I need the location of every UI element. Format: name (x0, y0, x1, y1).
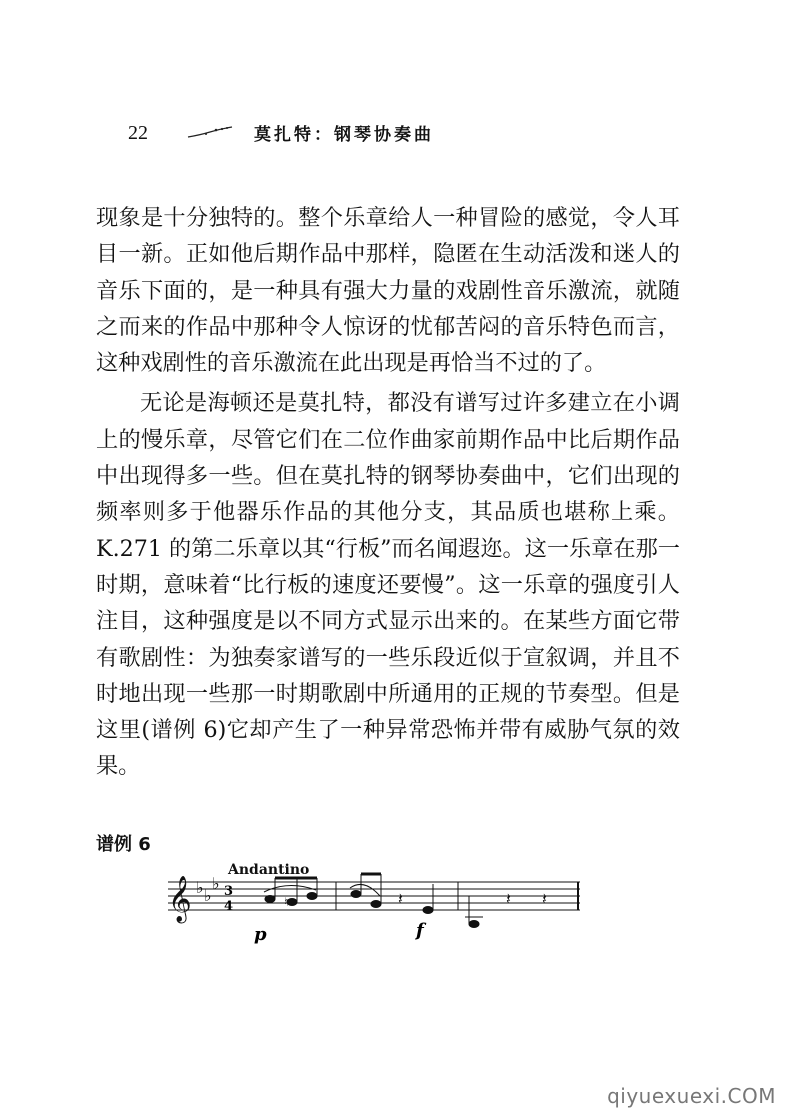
notes-measure-1 (264, 878, 317, 909)
dynamic-forte: f (416, 920, 424, 941)
ornament-icon (186, 126, 236, 140)
time-signature-bottom: 4 (224, 899, 234, 914)
treble-clef-icon: 𝄞 (168, 876, 192, 922)
running-title: 莫扎特：钢琴协奏曲 (254, 125, 434, 145)
example-label: 谱例 6 (96, 834, 151, 855)
paragraph-1: 现象是十分独特的。整个乐章给人一种冒险的感觉，令人耳目一新。正如他后期作品中那样，隐匿在生动活泼和迷人的音乐下面的，是一种具有强大力量的戏剧性音乐激流，就随之而来的作品中那种令人惊讶的忧郁苦闷的音乐特色而言，这种戏剧性的音乐激流在此出现是再恰当不过的了。 (96, 205, 680, 377)
tempo-marking: Andantino (228, 862, 310, 878)
music-staff (160, 866, 590, 946)
key-signature-flats-icon (196, 874, 220, 905)
dynamic-piano: p (254, 924, 267, 945)
svg-text:♭: ♭ (196, 878, 204, 897)
paragraph-2: 无论是海顿还是莫扎特，都没有谱写过许多建立在小调上的慢乐章，尽管它们在二位作曲家前期作品中比后期作品中出现得多一些。但在莫扎特的钢琴协奏曲中，它们出现的频率则多于他器乐作品的其他分支，其品质也堪称上乘。K.271 的第二乐章以其“行板”而名闻遐迩。这一乐章在那一时期，意味着“比行板的速度还要慢”。这一乐章的强度引人注目，这种强度是以不同方式显示出来的。在某些方面它带有歌剧性：为独奏家谱写的一些乐段近似于宣叙调，并且不时地出现一些那一时期歌剧中所通用的正规的节奏型。但是这里(谱例 6)它却产生了一种异常恐怖并带有威胁气氛的效果。 (96, 390, 680, 780)
svg-text:𝄽: 𝄽 (542, 889, 547, 908)
notes-measure-2 (350, 874, 433, 914)
watermark: qiyuexuexi.COM (607, 1084, 776, 1108)
body-text (96, 200, 680, 785)
svg-text:♭: ♭ (204, 886, 212, 905)
svg-text:♮: ♮ (284, 895, 289, 909)
svg-text:𝄽: 𝄽 (398, 889, 403, 908)
page-number: 22 (128, 122, 148, 144)
notes-measure-3 (465, 889, 547, 928)
time-signature-top: 3 (224, 884, 234, 899)
svg-text:♭: ♭ (212, 874, 220, 893)
page-header (128, 120, 688, 150)
svg-text:𝄽: 𝄽 (506, 889, 511, 908)
